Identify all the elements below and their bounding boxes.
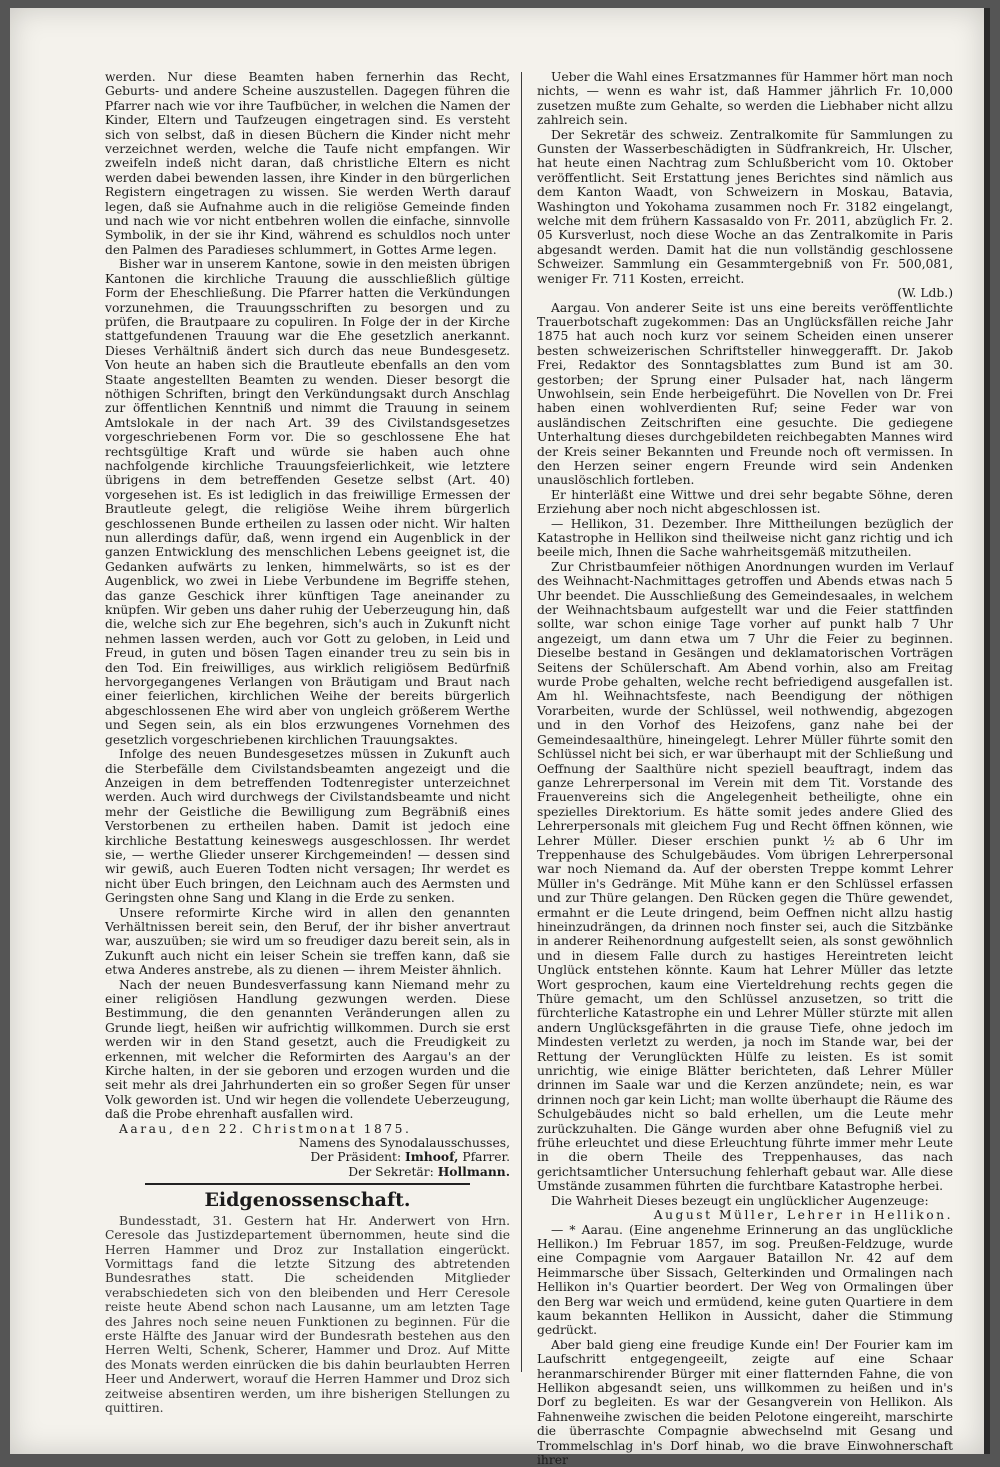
- paragraph: Infolge des neuen Bundesgesetzes müssen in Zukunft auch die Sterbefälle dem Civilstandsbeamten angezeigt und die Anzeigen in dem betreffenden Todtenregister unterzeichnet werden. Auch wird durchwegs der Civilstandsbeamte und nicht mehr der Geistliche die Bewilligung zum Begräbniß eines Verstorbenen zu ertheilen haben. Damit ist jedoch eine kirchliche Bestattung keineswegs ausgeschlossen. Ihr werdet sie, — werthe Glieder unserer Kirchgemeinden! — dessen sind wir gewiß, auch Eueren Todten nicht versagen; Ihr werdet es nicht über Euch bringen, den Leichnam auch des Aermsten und Geringsten ohne Sang und Klang in die Erde zu senken.: [105, 747, 510, 906]
- signature-line: Namens des Synodalausschusses,: [298, 1136, 510, 1151]
- signature-name: Hollmann.: [437, 1163, 510, 1179]
- signature-name: Imhoof,: [405, 1149, 459, 1165]
- signature-role: Der Präsident:: [310, 1150, 406, 1165]
- column-divider: [521, 72, 522, 1372]
- signature-role: Der Sekretär:: [348, 1164, 438, 1179]
- source-credit: (W. Ldb.): [897, 286, 953, 301]
- dateline: Aarau, den 22. Christmonat 1875.: [119, 1121, 412, 1136]
- paragraph: Zur Christbaumfeier nöthigen Anordnungen wurden im Verlauf des Weihnacht-Nachmittages getroffen und Abends etwas nach 5 Uhr beendet. Die Ausschließung des Gemeindesaales, in welchem der Weihnachtsbaum aufgestellt war und die Feier stattfinden sollte, war schon einige Tage vorher auf punkt halb 7 Uhr angezeigt, um dann etwa um 7 Uhr die Feier zu beginnen. Dieselbe bestand in Gesängen und deklamatorischen Vorträgen Seitens der Schülerschaft. Am Abend vorhin, also am Freitag wurde Probe gehalten, welche recht befriedigend ausgefallen ist. Am hl. Weihnachtsfeste, nach Beendigung der nöthigen Vorarbeiten, wurde der Schlüssel, weil nothwendig, abgezogen und in den Vorhof des Heizofens, ganz nahe bei der Gemeindesaalthüre, hineingelegt. Lehrer Müller führte somit den Schlüssel nicht bei sich, er war überhaupt mit der Schließung und Oeffnung der Saalthüre nicht speziell beauftragt, indem das ganze Lehrerpersonal im Verein mit dem Tit. Vorstande des Frauenvereins sich die Angelegenheit betheiligte, ohne ein spezielles Direktorium. Es hätte somit jedes andere Glied des Lehrerpersonals mit gleichem Fug und Recht öffnen können, wie Lehrer Müller. Dieser erschien punkt ½ ab 6 Uhr im Treppenhause des Schulgebäudes. Vom übrigen Lehrerpersonal war noch Niemand da. Auf der obersten Treppe kommt Lehrer Müller in's Gedränge. Mit Mühe kann er den Schlüssel erfassen und zur Thüre gelangen. Den Rücken gegen die Thüre gewendet, ermahnt er die Leute dringend, beim Oeffnen nicht allzu hastig hineinzudrängen, da drinnen noch finster sei, auch die Sitzbänke in anderer Reihenordnung aufgestellt seien, als sonst gewöhnlich und in diesem Falle durch zu hastiges Hereintreten leicht Unglück entstehen könnte. Kaum hat Lehrer Müller das letzte Wort gesprochen, kaum eine Vierteldrehung rechts gegen die Thüre gemacht, um den Schlüssel anzusetzen, so tritt die fürchterliche Katastrophe ein und Lehrer Müller stürzte mit allen andern Unglücksgefährten in die grause Tiefe, ohne jedoch im Mindesten verletzt zu werden, ja noch im Stande war, bei der Rettung der Verunglückten Hülfe zu leisten. Es ist somit unrichtig, wie einige Blätter berichteten, daß Lehrer Müller drinnen im Saale war und die Kerzen anzündete; nein, es war drinnen noch gar kein Licht; man wollte überhaupt die Räume des Schulgebäudes nicht so bald erhellen, um die Leute mehr zurückzuhalten. Die Gänge wurden aber ohne Befugniß viel zu frühe erleuchtet und diese Erleuchtung führte immer mehr Leute in die obern Theile des Treppenhauses, das nach gerichtsamtlicher Untersuchung fehlerhaft gebaut war. Alle diese Umstände zusammen führten die furchtbare Katastrophe herbei.: [537, 559, 953, 1194]
- paragraph: Bundesstadt, 31. Gestern hat Hr. Anderwert von Hrn. Ceresole das Justizdepartement übernommen, heute sind die Herren Hammer und Droz zur Installation eingerückt. Vormittags fand die letzte Sitzung des abtretenden Bundesrathes statt. Die scheidenden Mitglieder verabschiedeten sich von den bleibenden und Herr Ceresole reiste heute Abend schon nach Lausanne, um am letzten Tage des Jahres noch seine neuen Funktionen zu beginnen. Für die erste Hälfte des Januar wird der Bundesrath bestehen aus den Herren Welti, Schenk, Scherer, Hammer und Droz. Auf Mitte des Monats werden einrücken die bis dahin beurlaubten Herren Heer und Anderwert, worauf die Herren Hammer und Droz sich zeitweise absentiren werden, um ihre bisherigen Stellungen zu quittiren.: [105, 1213, 510, 1415]
- paragraph: — * Aarau. (Eine angenehme Erinnerung an das unglückliche Hellikon.) Im Februar 1857, im sog. Preußen-Feldzuge, wurde eine Compagnie vom Aargauer Bataillon Nr. 42 auf dem Heimmarsche über Sissach, Gelterkinden und Ormalingen nach Hellikon in's Quartier beordert. Der Weg von Ormalingen über den Berg war weich und ermüdend, keine guten Quartiere in dem kaum bekannten Hellikon in Aussicht, daher die Stimmung gedrückt.: [537, 1222, 953, 1338]
- signature-line: [105, 1150, 510, 1164]
- paragraph: — Hellikon, 31. Dezember. Ihre Mittheilungen bezüglich der Katastrophe in Hellikon sind theilweise nicht ganz richtig und ich beeile mich, Ihnen die Sache wahrheitsgemäß mitzutheilen.: [537, 516, 953, 560]
- paragraph: Der Sekretär des schweiz. Zentralkomite für Sammlungen zu Gunsten der Wasserbeschädigten in Südfrankreich, Hr. Ulscher, hat heute einen Nachtrag zum Schlußbericht vom 10. Oktober veröffentlicht. Seit Erstattung jenes Berichtes sind nämlich aus dem Kanton Waadt, von Schweizern in Moskau, Batavia, Washington und Yokohama zusammen noch Fr. 3182 eingelangt, welche mit dem frühern Kassasaldo von Fr. 2011, abzüglich Fr. 2. 05 Kursverlust, noch diese Woche an das Zentralkomite in Paris abgesandt werden. Damit hat die nun vollständig geschlossene Schweizer. Sammlung ein Gesammtergebniß von Fr. 500,081, weniger Fr. 711 Kosten, erreicht.: [537, 127, 953, 286]
- signature-line: August Müller, Lehrer in Hellikon.: [653, 1208, 953, 1223]
- paragraph: Ueber die Wahl eines Ersatzmannes für Hammer hört man noch nichts, — wenn es wahr ist, daß Hammer jährlich Fr. 10,000 zusetzen mußte zum Gehalte, so werden die Liebhaber nicht allzu zahlreich sein.: [537, 70, 953, 128]
- paragraph: Aber bald gieng eine freudige Kunde ein! Der Fourier kam im Laufschritt entgegengeeilt, zeigte auf eine Schaar heranmarschirender Bürger mit einer flatternden Fahne, die von Hellikon abgesandt seien, uns willkommen zu heißen und in's Dorf zu begleiten. Es war der Gesangverein von Hellikon. Als Fahnenweihe zwischen die beiden Pelotone eingereiht, marschirte die überraschte Compagnie abwechselnd mit Gesang und Trommelschlag in's Dorf hinab, wo die brave Einwohnerschaft ihrer: [537, 1337, 953, 1467]
- paragraph: Nach der neuen Bundesverfassung kann Niemand mehr zu einer religiösen Handlung gezwungen werden. Diese Bestimmung, die den genannten Veränderungen allen zu Grunde liegt, heißen wir aufrichtig willkommen. Durch sie erst werden wir in den Stand gesetzt, auch die Freudigkeit zu erkennen, mit welcher die Reformirten des Aargau's an der Kirche halten, in der sie geboren und erzogen wurden und die seit mehr als drei Jahrhunderten ein so großer Segen für unser Volk geworden ist. Und wir hegen die vollendete Ueberzeugung, daß die Probe ehrenhaft ausfallen wird.: [105, 977, 510, 1122]
- paragraph: Unsere reformirte Kirche wird in allen den genannten Verhältnissen bereit sein, den Beruf, der ihr bisher anvertraut war, auszuüben; sie wird um so freudiger dazu bereit sein, als in Zukunft auch nicht ein leiser Schein sie treffen kann, daß sie etwa Anderes anstrebe, als zu dienen — ihrem Meister ähnlich.: [105, 905, 510, 978]
- section-rule: [145, 1183, 470, 1185]
- paragraph: werden. Nur diese Beamten haben fernerhin das Recht, Geburts- und andere Scheine auszustellen. Dagegen führen die Pfarrer nach wie vor ihre Taufbücher, in welchen die Namen der Kinder, Eltern und Taufzeugen eingetragen sind. Es versteht sich von selbst, daß in diesen Büchern die Kinder nicht mehr verzeichnet werden, welche die Taufe nicht empfangen. Wir zweifeln indeß nicht daran, daß christliche Eltern es nicht werden dabei bewenden lassen, ihre Kinder in den bürgerlichen Registern eingetragen zu wissen. Sie werden Werth darauf legen, daß sie Aufnahme auch in die religiöse Gemeinde finden und nach wie vor nicht entbehren wollen die einfache, sinnvolle Symbolik, in der sie ihr Kind, während es schuldlos noch unter den Palmen des Paradieses schlummert, in Gottes Arme legen.: [105, 70, 510, 257]
- signature-role-suffix: Pfarrer.: [458, 1150, 510, 1165]
- newspaper-page: [10, 8, 990, 1467]
- signature-block: [105, 1136, 510, 1179]
- paragraph: Aargau. Von anderer Seite ist uns eine bereits veröffentlichte Trauerbotschaft zugekommen: Das an Unglücksfällen reiche Jahr 1875 hat auch noch kurz vor seinem Scheiden einen unserer besten schweizerischen Schriftsteller hinweggerafft. Dr. Jakob Frei, Redaktor des Sonntagsblattes zum Bund ist am 30. gestorben; der Sprung einer Pulsader hat, nach längerm Unwohlsein, sein Ende herbeigeführt. Die Novellen von Dr. Frei haben einen wohlverdienten Ruf; seine Feder war von ausländischen Zeitschriften eine gesuchte. Die gediegene Unterhaltung dieses durchgebildeten reichbegabten Mannes wird der Kreis seiner Bekannten und Freunde noch oft vermissen. In den Herzen seiner engern Freunde wird sein Andenken unauslöschlich fortleben.: [537, 300, 953, 488]
- right-column: [537, 70, 953, 1467]
- left-column: [105, 70, 510, 1415]
- paragraph: Bisher war in unserem Kantone, sowie in den meisten übrigen Kantonen die kirchliche Trauung die ausschließlich gültige Form der Eheschließung. Die Pfarrer hatten die Verkündungen vorzunehmen, die Trauungsschriften zu besorgen und zu prüfen, die Brautpaare zu copuliren. In Folge der in der Kirche stattgefundenen Trauung war die Ehe gesetzlich anerkannt. Dieses Verhältniß ändert sich durch das neue Bundesgesetz. Von heute an haben sich die Brautleute ebenfalls an den vom Staate angestellten Beamten zu wenden. Dieser besorgt die nöthigen Schriften, bringt den Verkündungsakt durch Anschlag zur öffentlichen Kenntniß und nimmt die Trauung in seinem Amtslokale in der nach Art. 39 des Civilstandsgesetzes vorgeschriebenen Form vor. Die so geschlossene Ehe hat rechtsgültige Kraft und würde sie haben auch ohne nachfolgende kirchliche Trauungsfeierlichkeit, wie letztere übrigens in dem betreffenden Gesetze selbst (Art. 40) vorgesehen ist. Es ist lediglich in das freiwillige Ermessen der Brautleute gelegt, die religiöse Weihe ihrem bürgerlich geschlossenen Bunde ertheilen zu lassen oder nicht. Wir halten nun allerdings dafür, daß, wenn irgend ein Augenblick in der ganzen Entwicklung des menschlichen Lebens geeignet ist, die Gedanken aufwärts zu lenken, himmelwärts, so ist es der Augenblick, wo zwei in Liebe Verbundene im Begriffe stehen, das ganze Geschick ihrer künftigen Tage aneinander zu knüpfen. Wir geben uns daher ruhig der Ueberzeugung hin, daß die, welche sich zur Ehe begehren, sich's auch in Zukunft nicht nehmen lassen werden, auch vor Gott zu geloben, in Leid und Freud, in guten und bösen Tagen einander treu zu sein bis in den Tod. Ein freiwilliges, aus wirklich religiösem Bedürfniß hervorgegangenes Verlangen von Bräutigam und Braut nach einer feierlichen, kirchlichen Weihe der bereits bürgerlich abgeschlossenen Ehe wird aber von ungleich größerem Werthe und Segen sein, als ein blos erzwungenes Vornehmen des gesetzlich vorgeschriebenen kirchlichen Trauungsaktes.: [105, 257, 510, 747]
- paragraph: Die Wahrheit Dieses bezeugt ein unglücklicher Augenzeuge:: [551, 1193, 929, 1208]
- signature-line: [105, 1165, 510, 1179]
- section-title: Eidgenossenschaft.: [204, 1189, 411, 1212]
- paragraph: Er hinterläßt eine Wittwe und drei sehr begabte Söhne, deren Erziehung aber noch nicht abgeschlossen ist.: [537, 487, 953, 517]
